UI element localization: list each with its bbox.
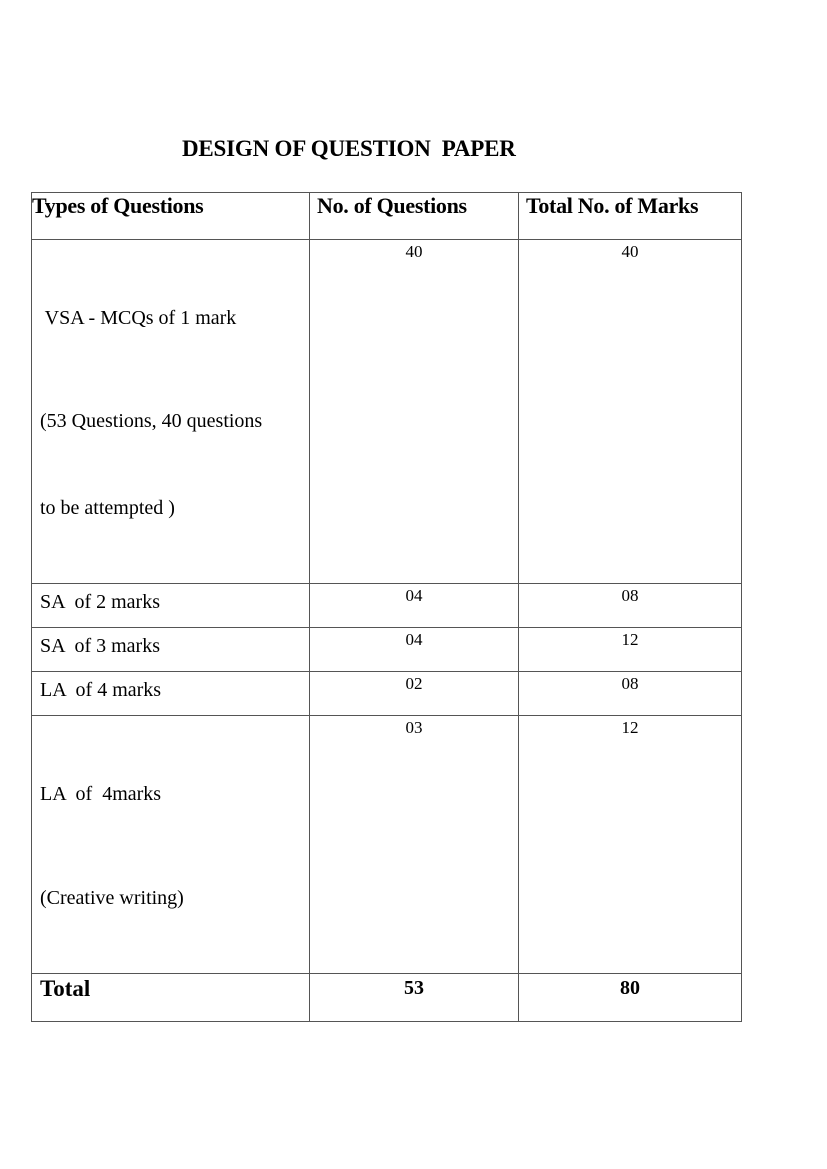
questions-count: 40 — [405, 242, 423, 261]
total-marks: 80 — [620, 977, 640, 999]
question-type-cell — [32, 628, 310, 672]
marks-cell — [519, 672, 742, 716]
marks-value: 12 — [621, 630, 639, 649]
question-type-cell — [32, 716, 310, 974]
total-questions: 53 — [404, 977, 424, 999]
questions-count-cell — [310, 672, 519, 716]
questions-count-cell — [310, 716, 519, 974]
question-type-line: to be attempted ) — [40, 497, 175, 519]
marks-cell — [519, 240, 742, 584]
question-type-line: VSA - MCQs of 1 mark — [40, 307, 237, 329]
header-types-of-questions: Types of Questions — [32, 193, 310, 240]
table-row — [32, 716, 742, 974]
questions-count: 02 — [405, 674, 423, 693]
questions-count: 03 — [405, 718, 423, 737]
question-type-line: SA of 2 marks — [40, 591, 160, 613]
total-label-cell — [32, 974, 310, 1022]
question-type-cell — [32, 240, 310, 584]
question-type-cell — [32, 672, 310, 716]
questions-count-cell — [310, 584, 519, 628]
questions-count: 04 — [405, 586, 423, 605]
marks-cell — [519, 584, 742, 628]
marks-value: 12 — [621, 718, 639, 737]
total-marks-cell — [519, 974, 742, 1022]
questions-count-cell — [310, 628, 519, 672]
table-row — [32, 240, 742, 584]
table-row — [32, 672, 742, 716]
marks-cell — [519, 716, 742, 974]
question-type-line: (53 Questions, 40 questions — [40, 410, 263, 432]
question-type-line: LA of 4marks — [40, 783, 162, 805]
table-row — [32, 628, 742, 672]
question-type-line: (Creative writing) — [40, 887, 184, 909]
header-total-marks: Total No. of Marks — [519, 193, 742, 240]
questions-count: 04 — [405, 630, 423, 649]
total-label: Total — [40, 976, 91, 1001]
total-questions-cell — [310, 974, 519, 1022]
marks-cell — [519, 628, 742, 672]
question-paper-design-table — [31, 192, 742, 1022]
marks-value: 08 — [621, 586, 639, 605]
marks-value: 08 — [621, 674, 639, 693]
questions-count-cell — [310, 240, 519, 584]
question-type-cell — [32, 584, 310, 628]
page-title: DESIGN OF QUESTION PAPER — [182, 136, 516, 161]
table-header-row — [32, 193, 742, 240]
marks-value: 40 — [621, 242, 639, 261]
question-type-line: SA of 3 marks — [40, 635, 160, 657]
total-row — [32, 974, 742, 1022]
header-no-of-questions: No. of Questions — [310, 193, 519, 240]
table-row — [32, 584, 742, 628]
question-type-line: LA of 4 marks — [40, 679, 162, 701]
